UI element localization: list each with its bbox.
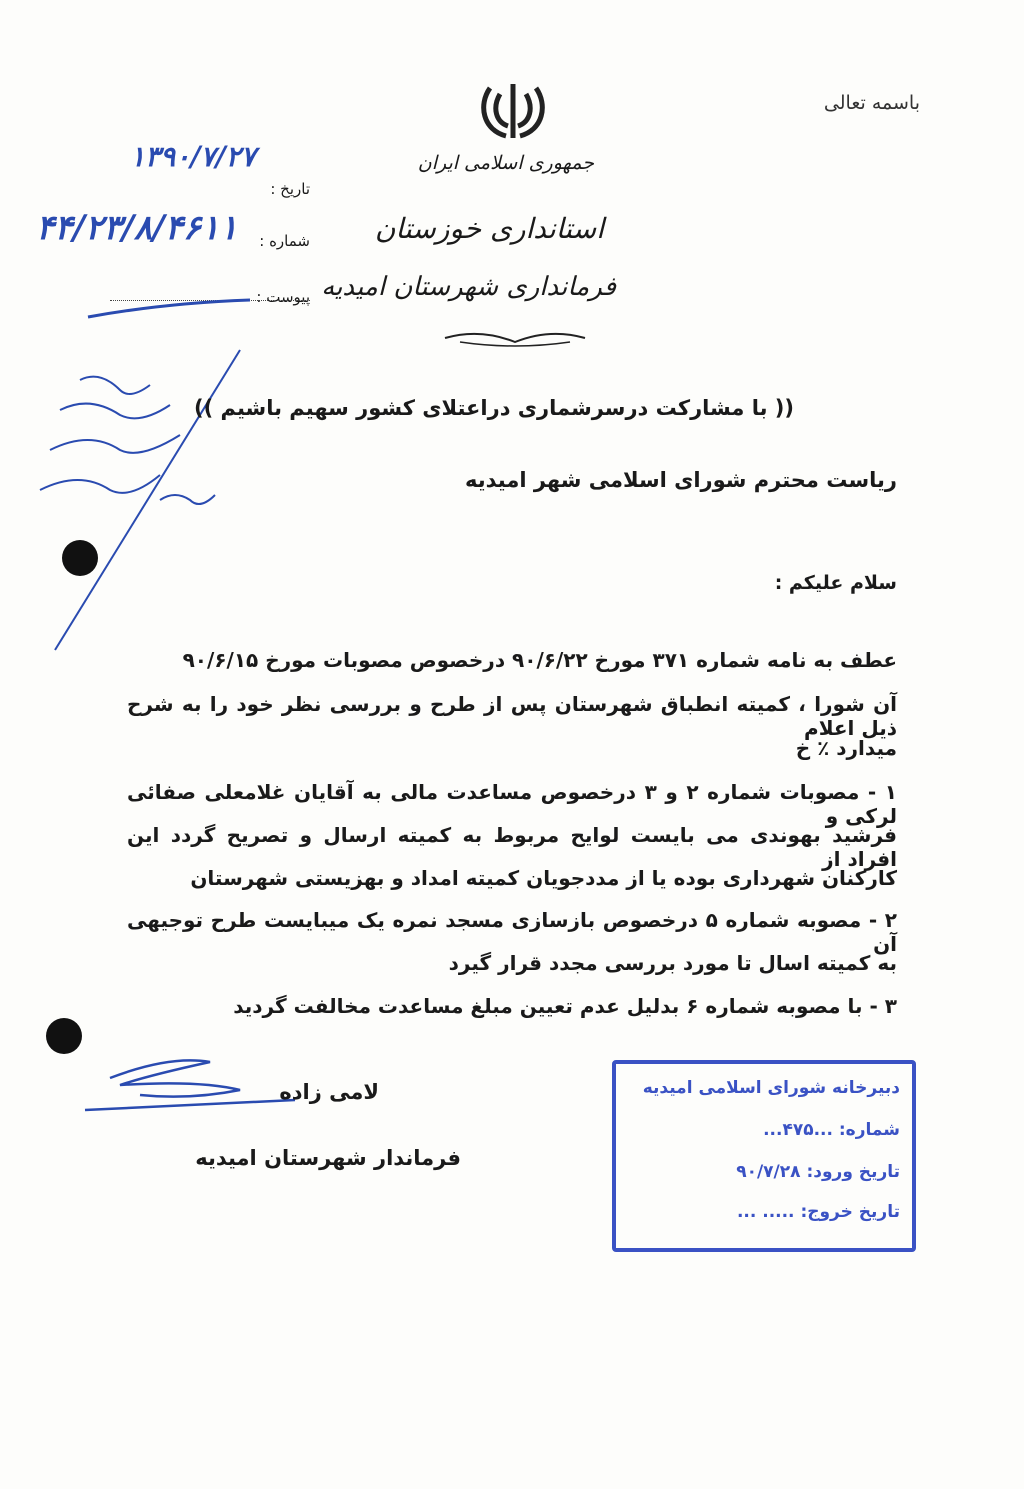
number-value: ۴۴/۲۳/۸/۴۶۱۱ (36, 208, 238, 248)
margin-note-handwriting (20, 340, 260, 660)
stamp-exit-date: تاریخ خروج: ..... ... (736, 1202, 900, 1222)
body-line: به کمیته اسال تا مورد بررسی مجدد قرار گیرد (448, 951, 897, 975)
emblem-icon (478, 80, 548, 142)
date-label: تاریخ : (270, 180, 310, 198)
body-line: ۳ - با مصوبه شماره ۶ بدلیل عدم تعیین مبلغ مساعدت مخالفت گردید (233, 994, 897, 1018)
date-value: ۱۳۹۰/۷/۲۷ (130, 140, 256, 173)
greeting: سلام علیکم : (774, 572, 897, 594)
body-line: ۲ - مصوبه شماره ۵ درخصوص بازسازی مسجد نمره یک میبایست طرح توجیهی آن (127, 908, 898, 956)
body-line: میدارد ٪ خ (795, 736, 897, 760)
addressee: ریاست محترم شورای اسلامی شهر امیدیه (465, 468, 897, 492)
body-line: فرشید بهوندی می بایست لوایح مربوط به کمیته ارسال و تصریح گردد این افراد از (127, 823, 897, 871)
signatory-title: فرماندار شهرستان امیدیه (195, 1146, 461, 1170)
slogan: (( با مشارکت درسرشماری دراعتلای کشور سهیم باشیم )) (194, 396, 794, 420)
punch-hole (62, 540, 98, 576)
body-line: کارکنان شهرداری بوده یا از مددجویان کمیته امداد و بهزیستی شهرستان (190, 866, 897, 890)
body-line: آن شورا ، کمیته انطباق شهرستان پس از طرح و بررسی نظر خود را به شرح ذیل اعلام (127, 692, 897, 740)
stamp-entry-date: تاریخ ورود: ۹۰/۷/۲۸ (736, 1162, 900, 1182)
stamp-title: دبیرخانه شورای اسلامی امیدیه (642, 1078, 900, 1098)
body-line: عطف به نامه شماره ۳۷۱ مورخ ۹۰/۶/۲۲ درخصوص مصوبات مورخ ۹۰/۶/۱۵ (182, 648, 897, 672)
punch-hole (46, 1018, 82, 1054)
invocation: باسمه تعالی (823, 92, 920, 114)
county-office: فرمانداری شهرستان امیدیه (321, 272, 616, 302)
ornament-icon (440, 328, 590, 350)
number-label: شماره : (259, 232, 310, 250)
attachment-label: پیوست : (256, 288, 310, 306)
signatory-name: لامی زاده (279, 1080, 379, 1104)
signature-scribble (80, 1050, 300, 1120)
province-office: استانداری خوزستان (374, 212, 604, 245)
body-line: ۱ - مصوبات شماره ۲ و ۳ درخصوص مساعدت مالی به آقایان غلامعلی صفائی لرکی و (127, 780, 898, 828)
pen-stroke (85, 295, 255, 325)
stamp-number: شماره: ...۴۷۵... (763, 1120, 900, 1140)
country-name: جمهوری اسلامی ایران (417, 152, 594, 174)
receipt-stamp (612, 1060, 916, 1252)
